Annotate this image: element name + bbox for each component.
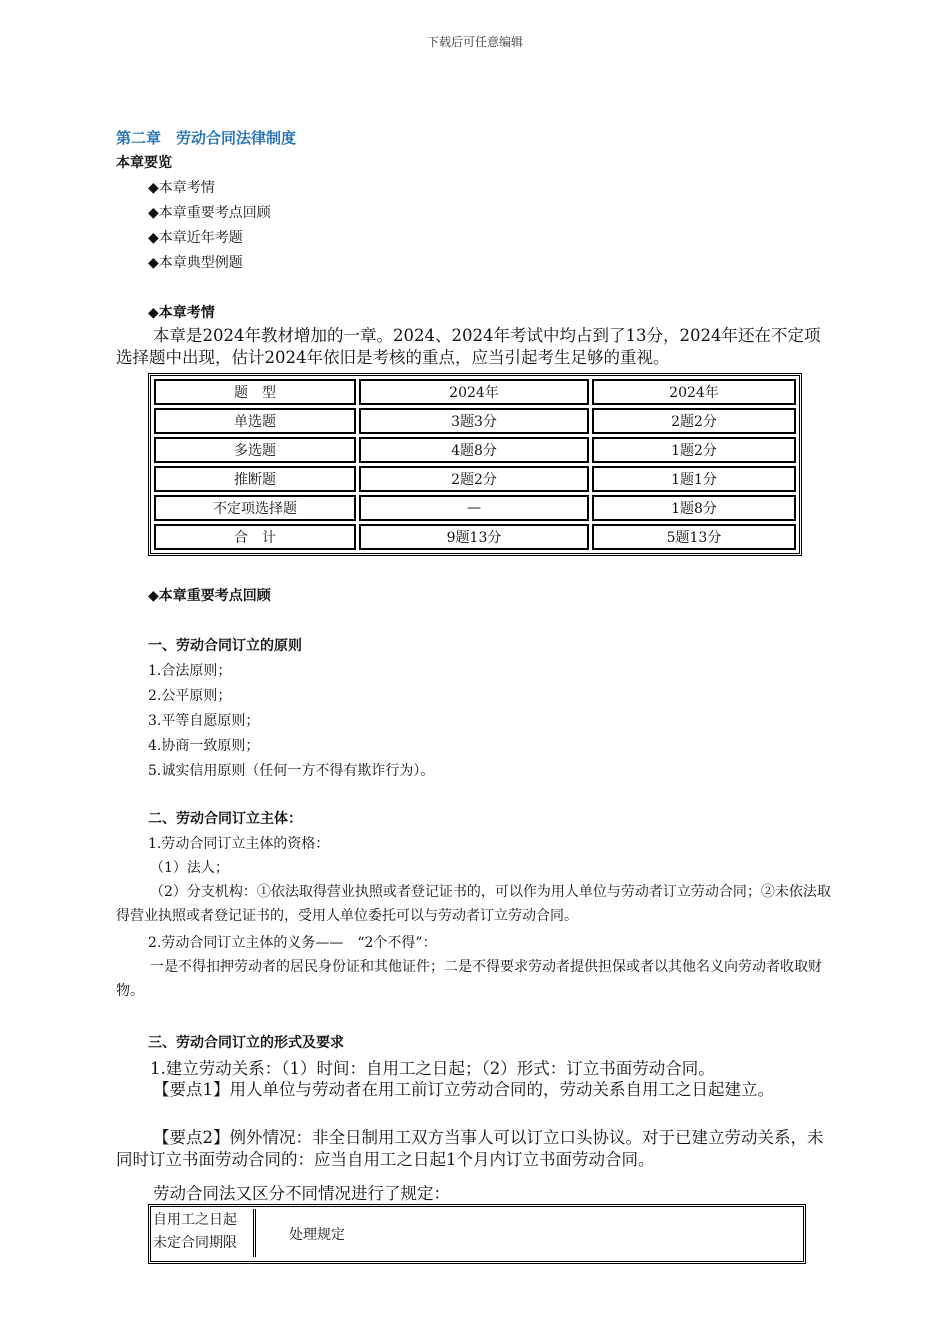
table-cell: 5题13分 [592,524,796,550]
section1-title: 一、劳动合同订立的原则 [148,638,302,654]
section2-line: （1）法人； [150,860,229,876]
section3-title: 三、劳动合同订立的形式及要求 [148,1035,344,1051]
section2-paragraph: 一是不得扣押劳动者的居民身份证和其他证件；二是不得要求劳动者提供担保或者以其他名义向劳动者收取财物。 [116,959,822,999]
table-header-cell: 题 型 [154,379,356,405]
table-row [154,437,796,463]
section3-line: 劳动合同法又区分不同情况进行了规定： [153,1184,450,1203]
list-item: 4.协商一致原则； [148,738,260,754]
table-cell: — [359,495,589,521]
table-cell: 多选题 [154,437,356,463]
table-cell: 9题13分 [359,524,589,550]
period-label-line1: 自用工之日起 [153,1212,237,1228]
table-cell-rule: 处理规定 [289,1227,345,1243]
exam-section-title: ◆本章考情 [148,305,215,321]
table-header-cell: 2024年 [592,379,796,405]
section2-line: 2.劳动合同订立主体的义务—— “2个不得”： [148,935,437,951]
section3-paragraph: 【要点1】用人单位与劳动者在用工前订立劳动合同的，劳动关系自用工之日起建立。 [153,1080,774,1099]
table-cell: 2题2分 [359,466,589,492]
table-cell: 3题3分 [359,408,589,434]
table-header-row [154,379,796,405]
section3-line: 1.建立劳动关系：（1）时间：自用工之日起；（2）形式：订立书面劳动合同。 [150,1059,715,1078]
section2-title: 二、劳动合同订立主体： [148,811,302,827]
overview-item: ◆本章典型例题 [148,255,243,271]
chapter-title: 第二章 劳动合同法律制度 [116,129,297,147]
table-row [154,524,796,550]
review-title: ◆本章重要考点回顾 [148,588,271,604]
list-item: 5.诚实信用原则（任何一方不得有欺诈行为）。 [148,763,435,779]
table-cell: 推断题 [154,466,356,492]
handling-rules-table [148,1204,806,1264]
table-header-cell: 2024年 [359,379,589,405]
overview-item: ◆本章考情 [148,180,215,196]
overview-item: ◆本章近年考题 [148,230,243,246]
table-cell-period [153,1209,256,1257]
section2-paragraph: （2）分支机构：①依法取得营业执照或者登记证书的，可以作为用人单位与劳动者订立劳动合同；②未依法取得营业执照或者登记证书的，受用人单位委托可以与劳动者订立劳动合同。 [116,884,831,924]
list-item: 2.公平原则； [148,688,232,704]
table-cell: 1题2分 [592,437,796,463]
exam-section-text: 本章是2024年教材增加的一章。2024、2024年考试中均占到了13分，2024年还在不定项选择题中出现，估计2024年依旧是考核的重点，应当引起考生足够的重视。 [116,326,821,367]
table-cell: 1题8分 [592,495,796,521]
list-item: 3.平等自愿原则； [148,713,260,729]
table-cell: 不定项选择题 [154,495,356,521]
table-cell: 合 计 [154,524,356,550]
table-cell: 1题1分 [592,466,796,492]
page-header: 下载后可任意编辑 [426,35,523,49]
exam-stats-table [148,373,802,556]
table-row [154,495,796,521]
period-label-line2: 未定合同期限 [153,1235,237,1251]
table-cell: 单选题 [154,408,356,434]
overview-item: ◆本章重要考点回顾 [148,205,271,221]
list-item: 1.合法原则； [148,663,232,679]
table-cell: 2题2分 [592,408,796,434]
table-cell: 4题8分 [359,437,589,463]
section2-line: 1.劳动合同订立主体的资格： [148,836,330,852]
section3-paragraph: 【要点2】例外情况：非全日制用工双方当事人可以订立口头协议。对于已建立劳动关系，未同时订立书面劳动合同的：应当自用工之日起1个月内订立书面劳动合同。 [116,1128,824,1169]
table-row [154,408,796,434]
overview-title: 本章要览 [116,155,172,171]
table-row [154,466,796,492]
